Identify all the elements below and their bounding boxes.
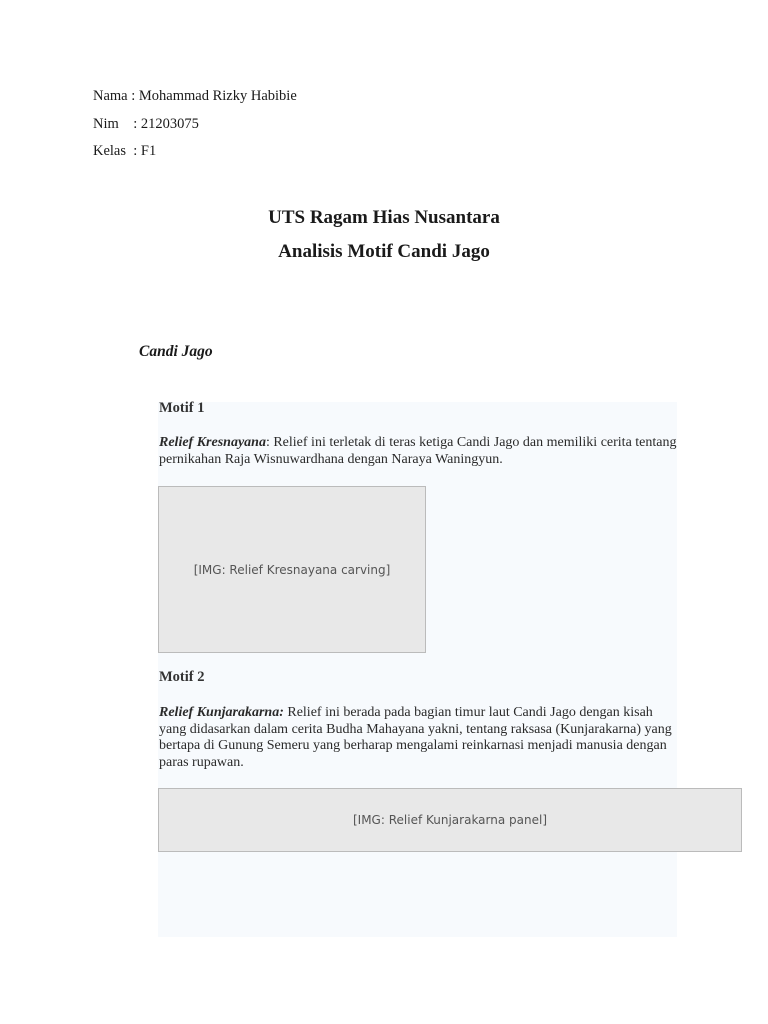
motif-2-label: Motif 2 — [159, 669, 205, 685]
motif-1-text: : Relief ini terletak di teras ketiga Candi Jago dan memiliki cerita tentang pernikahan Raja Wisnuwardhana dengan Naraya Waningyun. — [159, 435, 677, 467]
motif-1-term: Relief Kresnayana — [159, 435, 266, 450]
student-class: Kelas : F1 — [93, 143, 157, 159]
content-panel — [158, 402, 677, 937]
motif-2-text: Relief ini berada pada bagian timur laut Candi Jago dengan kisah yang didasarkan dalam cerita Budha Mahayana yakni, tentang raksasa (Kunjarakarna) yang bertapa di Gunung Semeru yang berharap mengalami reinkarnasi menjadi manusia dengan paras rupawan. — [159, 705, 672, 770]
kresnayana-relief-photo: [IMG: Relief Kresnayana carving] — [158, 486, 426, 653]
student-nim: Nim : 21203075 — [93, 116, 199, 132]
section-heading: Candi Jago — [139, 343, 213, 360]
document-title: UTS Ragam Hias Nusantara — [268, 207, 500, 228]
kunjarakarna-relief-photo: [IMG: Relief Kunjarakarna panel] — [158, 788, 742, 852]
motif-1-description — [159, 435, 679, 468]
motif-2-description — [159, 705, 679, 771]
motif-1-label: Motif 1 — [159, 400, 205, 416]
student-name: Nama : Mohammad Rizky Habibie — [93, 88, 297, 104]
motif-2-term: Relief Kunjarakarna: — [159, 705, 284, 720]
document-subtitle: Analisis Motif Candi Jago — [278, 241, 490, 262]
